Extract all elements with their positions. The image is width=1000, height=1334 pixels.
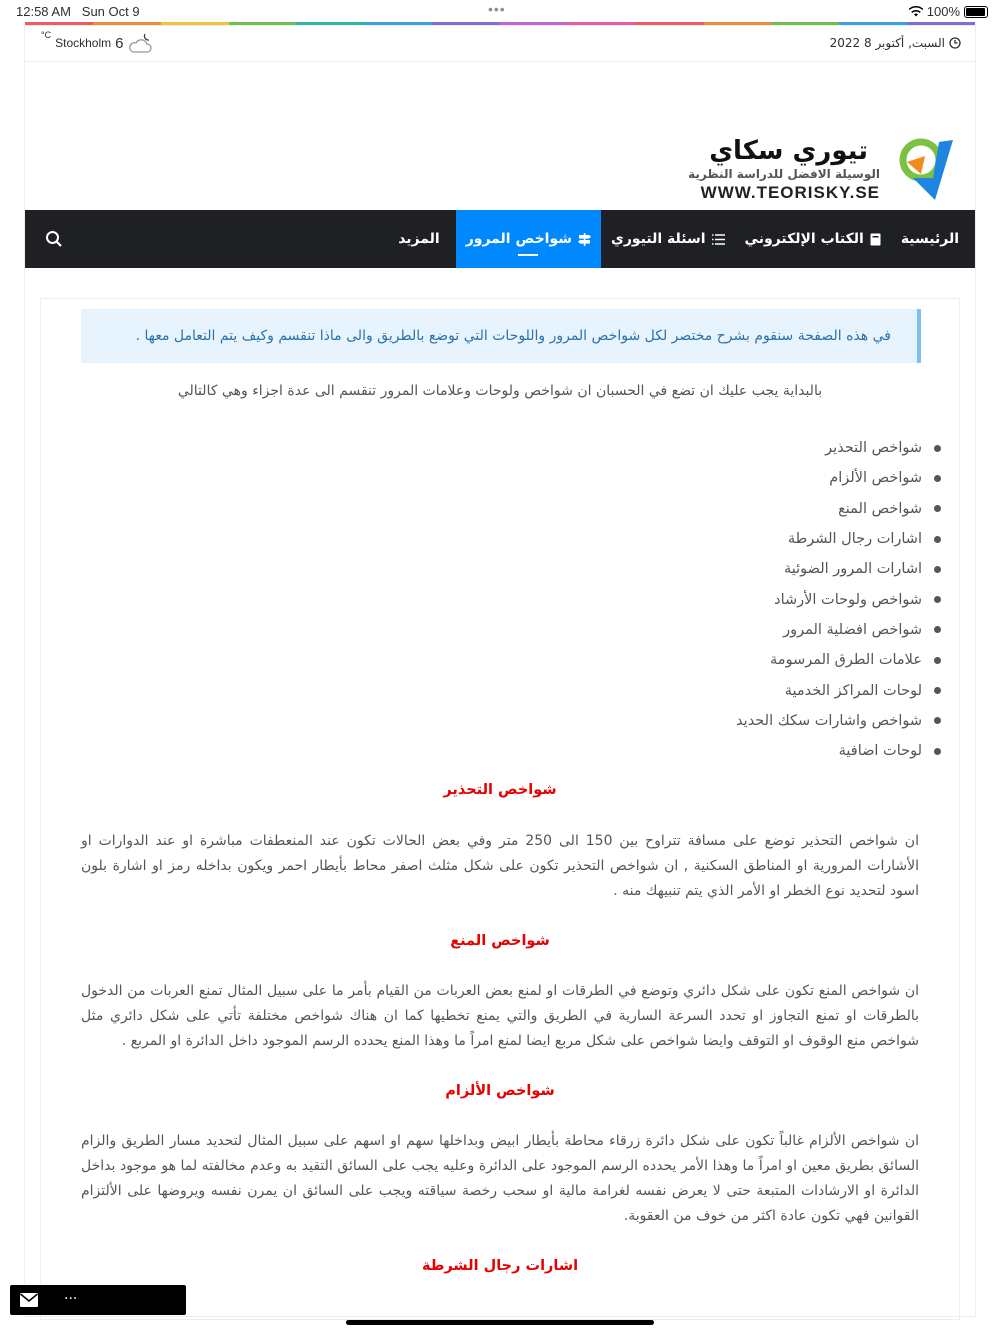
- weather-temp: 6: [115, 34, 124, 52]
- search-icon[interactable]: [45, 230, 63, 248]
- cloudy-night-icon: [127, 32, 155, 54]
- top-bar: [25, 26, 975, 62]
- temp-unit: °C: [41, 30, 52, 40]
- list-item: شواخص الألزام: [347, 463, 947, 493]
- section-title-prohibition: شواخص المنع: [450, 933, 550, 949]
- status-time: 12:58 AM Sun Oct 9: [16, 4, 140, 19]
- logo-tagline: الوسيلة الافضل للدراسة النظرية: [688, 167, 880, 181]
- list-item: لوحات المراكز الخدمية: [347, 675, 947, 705]
- list-icon: [712, 234, 725, 245]
- intro-text: بالبداية يجب عليك ان تضع في الحسبان ان شواخص ولوحات وعلامات المرور تنقسم الى عدة اجزاء وهي كالتالي: [177, 383, 823, 399]
- site-header: [25, 62, 975, 210]
- list-item: شواخص التحذير: [347, 433, 947, 463]
- article-content: [40, 298, 960, 1320]
- list-item: شواخص واشارات سكك الحديد: [347, 706, 947, 736]
- nav-item-traffic-signs-label: شواخص المرور: [465, 231, 573, 247]
- home-indicator[interactable]: [346, 1320, 654, 1325]
- multitasking-dots[interactable]: •••: [488, 1, 506, 17]
- share-more-button[interactable]: ...: [64, 1287, 78, 1303]
- battery-icon: [964, 6, 988, 18]
- teorisky-logo-icon[interactable]: [895, 134, 955, 204]
- ios-status-bar: [0, 0, 1000, 24]
- page: [25, 26, 975, 1316]
- logo-text[interactable]: [688, 136, 880, 204]
- signpost-icon: [578, 233, 591, 246]
- nav-item-questions-label: اسئلة التيوري: [611, 231, 706, 247]
- list-item: اشارات المرور الضوئية: [347, 554, 947, 584]
- mail-icon[interactable]: [20, 1293, 38, 1307]
- section-text-prohibition: ان شواخص المنع تكون على شكل دائري وتوضع في الطرقات او لمنع بعض العربات من القيام بأمر ما على سبيل المثال تمنع العربات من الدخول بالطرقات او تمنع التجاوز او تحدد السرعة السارية في الطريق والتي يمنع تخطيها كما ان هناك شواخص مختلفة تأتي على شكل دائري مثل شواخص منع الوقوف او التوقف وايضا شواخص على شكل مربع ايضا لمنع امراً ما وهذا المنع يحدده الرسم الموجود داخل الدائرة او المربع .: [81, 983, 919, 1049]
- notice-box: في هذه الصفحة سنقوم بشرح مختصر لكل شواخص المرور واللوحات التي توضع بالطريق والى ماذا تنقسم وكيف يتم التعامل معها .: [81, 309, 921, 363]
- nav-item-more-label: المزيد: [398, 231, 440, 247]
- main-nav: [25, 210, 975, 268]
- nav-item-more[interactable]: [388, 210, 456, 268]
- nav-item-ebook-label: الكتاب الإلكتروني: [744, 231, 864, 247]
- nav-item-home-label: الرئيسية: [900, 231, 959, 247]
- logo-title: تيوري سكاي: [709, 136, 868, 166]
- section-text-warning: ان شواخص التحذير توضع على مسافة تتراوح بين 150 الى 250 متر وفي بعض الحالات تكون عند المنعطفات مباشرة او عند الدوارات او الأشارات المرورية او المناطق السكنية , ان شواخص التحذير تكون على شكل مثلث اصفر محاط بأيطار احمر ويكون بداخله رمز او اشارة بلون اسود لتحديد نوع الخطر او الأمر الذي يتم تنبيهك منه .: [81, 833, 919, 899]
- battery-percent: 100%: [926, 4, 960, 19]
- section-title-mandatory: شواخص الألزام: [445, 1083, 555, 1099]
- weather-city: Stockholm: [55, 36, 112, 50]
- share-bar: [10, 1285, 186, 1315]
- clock-icon: [949, 37, 961, 49]
- weather-widget: [41, 32, 155, 54]
- list-item: علامات الطرق المرسومة: [347, 645, 947, 675]
- nav-item-traffic-signs[interactable]: [456, 210, 601, 268]
- section-title-warning: شواخص التحذير: [443, 782, 557, 798]
- section-text-mandatory: ان شواخص الألزام غالباً تكون على شكل دائرة زرقاء محاطة بأيطار ابيض وبداخلها سهم او اسهم على سبيل المثال لتحديد مسار الطريق والزام السائق بطريق معين او امراً ما وهذا الأمر يحدده الرسم الموجود على الدائرة وعليه يجب على السائق التقيد به وعدم مخالفته لما هو موجود بداخل الدائرة او الارشادات المتبعة حتى لا يعرض نفسه لغرامة مالية او سحب رخصة سياقته ويجب على السائق ان يمرن نفسه ويروضها على الألتزام القوانين فهي تكون عادة اكثر من خوف من العقوبة.: [81, 1133, 919, 1224]
- logo-domain: WWW.TEORISKY.SE: [700, 183, 880, 202]
- battery-status: [909, 4, 988, 19]
- nav-item-home[interactable]: [891, 210, 975, 268]
- list-item: شواخص المنع: [347, 494, 947, 524]
- top-date: السبت, أكتوبر 8 2022: [830, 36, 961, 50]
- list-item: لوحات اضافية: [347, 736, 947, 766]
- list-item: شواخص ولوحات الأرشاد: [347, 584, 947, 614]
- nav-item-questions[interactable]: [601, 210, 735, 268]
- section-title-police: اشارات رجال الشرطة: [421, 1258, 579, 1274]
- sign-categories-list: [347, 433, 947, 766]
- list-item: شواخص افضلية المرور: [347, 615, 947, 645]
- list-item: اشارات رجال الشرطة: [347, 524, 947, 554]
- wifi-icon: [909, 6, 923, 17]
- book-icon: [870, 233, 881, 246]
- nav-item-ebook[interactable]: [735, 210, 891, 268]
